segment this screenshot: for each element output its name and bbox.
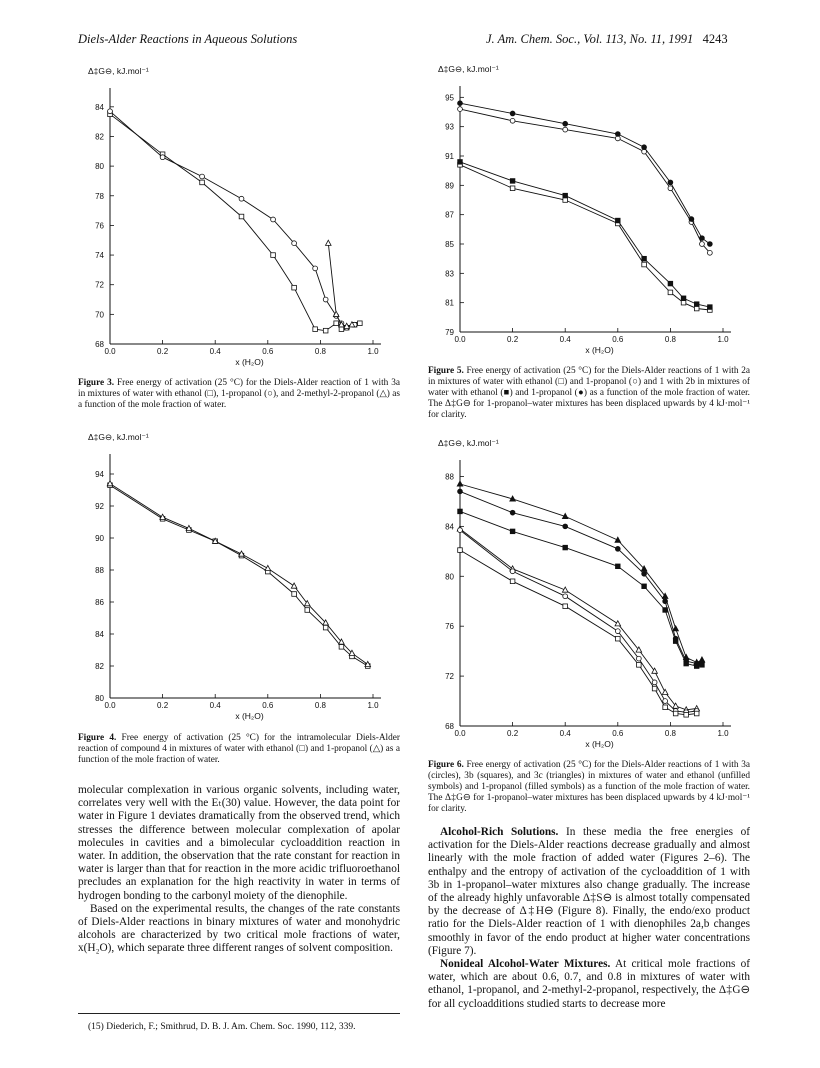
x-tick-label: 0.0 bbox=[104, 701, 116, 710]
data-point-square bbox=[510, 579, 515, 584]
data-point-square bbox=[668, 290, 673, 295]
data-point-circle bbox=[652, 680, 657, 685]
x-tick-label: 0.8 bbox=[314, 701, 326, 710]
data-point-square bbox=[563, 545, 568, 550]
x-tick-label: 0.8 bbox=[314, 347, 326, 356]
paragraph: molecular complexation in various organic solvents, including water, correlates very well with the Eₜ(30) value. However, the data point for water in Figure 1 deviates dramatically from the observed trend, which stresses the difference between molecular complexation of apolar molecules in cavities and a bimolecular cycloaddition reaction in water. In addition, the observation that the rate constant for reaction in water is larger than that for reaction in the more acidic trifluoroethanol precludes an explanation for the high reactivity in water in terms of hydrogen bonding to the carbonyl moiety of the dienophile. bbox=[78, 784, 400, 902]
data-point-square bbox=[292, 592, 297, 597]
x-tick-label: 0.2 bbox=[507, 729, 519, 738]
y-tick-label: 88 bbox=[445, 472, 454, 482]
y-tick-label: 68 bbox=[95, 340, 104, 349]
data-point-square bbox=[323, 625, 328, 630]
data-point-triangle bbox=[291, 583, 297, 588]
x-tick-label: 1.0 bbox=[717, 729, 729, 738]
data-point-circle bbox=[636, 656, 641, 661]
data-point-square bbox=[339, 327, 344, 332]
data-point-circle bbox=[458, 101, 463, 106]
figure-3 bbox=[78, 62, 398, 367]
data-point-circle bbox=[707, 242, 712, 247]
x-tick-label: 0.6 bbox=[262, 347, 274, 356]
data-point-circle bbox=[663, 699, 668, 704]
x-tick-label: 0.2 bbox=[507, 335, 519, 344]
data-point-square bbox=[663, 705, 668, 710]
data-point-square bbox=[510, 529, 515, 534]
y-tick-label: 82 bbox=[95, 662, 104, 671]
data-point-square bbox=[200, 180, 205, 185]
figure-5-caption bbox=[428, 366, 750, 421]
y-tick-label: 83 bbox=[445, 269, 454, 279]
x-tick-label: 1.0 bbox=[367, 701, 379, 710]
series-line bbox=[460, 511, 702, 666]
y-tick-label: 91 bbox=[445, 152, 454, 161]
x-tick-label: 1.0 bbox=[367, 347, 379, 356]
y-tick-label: 84 bbox=[445, 522, 454, 532]
y-tick-label: 76 bbox=[445, 622, 454, 632]
figure-5-chart bbox=[428, 62, 748, 362]
data-point-square bbox=[313, 327, 318, 332]
data-point-square bbox=[642, 584, 647, 589]
data-point-circle bbox=[458, 489, 463, 494]
data-point-circle bbox=[563, 594, 568, 599]
data-point-square bbox=[681, 296, 686, 301]
running-header-journal bbox=[486, 32, 728, 47]
data-point-circle bbox=[663, 599, 668, 604]
data-point-circle bbox=[700, 236, 705, 241]
data-point-circle bbox=[563, 524, 568, 529]
data-point-circle bbox=[615, 546, 620, 551]
data-point-circle bbox=[458, 528, 463, 533]
y-tick-label: 90 bbox=[95, 534, 104, 543]
figure-6-caption bbox=[428, 760, 750, 815]
data-point-triangle bbox=[325, 240, 331, 245]
data-point-circle bbox=[563, 121, 568, 126]
figure-5 bbox=[428, 62, 748, 362]
data-point-square bbox=[673, 711, 678, 716]
data-point-circle bbox=[510, 510, 515, 515]
x-tick-label: 0.2 bbox=[157, 347, 169, 356]
y-tick-label: 76 bbox=[95, 221, 104, 231]
series-line bbox=[460, 491, 702, 663]
figure-6 bbox=[428, 436, 748, 754]
data-point-square bbox=[323, 328, 328, 333]
y-tick-label: 80 bbox=[445, 572, 454, 582]
y-tick-label: 68 bbox=[445, 722, 454, 731]
data-point-triangle bbox=[662, 689, 668, 694]
data-point-square bbox=[616, 218, 621, 223]
data-point-square bbox=[673, 639, 678, 644]
data-point-square bbox=[694, 664, 699, 669]
figure-4-caption-text: Free energy of activation (25 °C) for the intramolecular Diels-Alder reaction of compound 4 in mixtures of water with ethanol (□) and 1-propanol (△) as a function of the mole fraction of water. bbox=[78, 733, 401, 765]
y-tick-label: 86 bbox=[95, 598, 104, 607]
data-point-circle bbox=[160, 155, 165, 160]
x-tick-label: 0.6 bbox=[262, 701, 274, 710]
x-tick-label: 0.0 bbox=[454, 729, 466, 738]
data-point-triangle bbox=[265, 565, 271, 570]
data-point-circle bbox=[292, 241, 297, 246]
x-tick-label: 0.4 bbox=[559, 335, 571, 344]
data-point-circle bbox=[707, 250, 712, 255]
series-line bbox=[328, 243, 352, 326]
data-point-circle bbox=[615, 629, 620, 634]
figure-3-caption-text: Free energy of activation (25 °C) for the Diels-Alder reaction of 1 with 3a in mixtures of water with ethanol (□), 1-propanol (○), and 2-methyl-2-propanol (△) as a function of the mole fraction of water. bbox=[78, 378, 401, 410]
data-point-square bbox=[708, 305, 713, 310]
x-tick-label: 0.0 bbox=[104, 347, 116, 356]
data-point-square bbox=[668, 281, 673, 286]
x-axis-label: x (H₂O) bbox=[585, 739, 614, 749]
data-point-circle bbox=[458, 107, 463, 112]
x-tick-label: 0.8 bbox=[664, 729, 676, 738]
y-tick-label: 84 bbox=[95, 630, 104, 639]
data-point-square bbox=[292, 285, 297, 290]
data-point-square bbox=[563, 193, 568, 198]
y-tick-label: 80 bbox=[95, 694, 104, 703]
figure-4-chart bbox=[78, 430, 398, 728]
series-line bbox=[460, 103, 710, 244]
data-point-triangle bbox=[615, 621, 621, 626]
data-point-circle bbox=[313, 266, 318, 271]
data-point-square bbox=[700, 663, 705, 668]
y-tick-label: 92 bbox=[95, 502, 104, 511]
paragraph bbox=[428, 826, 750, 958]
y-axis-label: Δ‡G⊖, kJ.mol⁻¹ bbox=[438, 64, 499, 74]
data-point-square bbox=[305, 608, 310, 613]
data-point-square bbox=[684, 712, 689, 717]
paragraph-body: At critical mole fractions of water, which are about 0.6, 0.7, and 0.8 in mixtures of water with ethanol, 1-propanol, and 2-methyl-2-propanol, respectively, the Δ‡G⊖ for all cycloadditions studied starts to decrease more bbox=[428, 958, 750, 1010]
data-point-circle bbox=[668, 180, 673, 185]
figure-4-caption bbox=[78, 733, 400, 766]
figure-3-caption-label: Figure 3. bbox=[78, 378, 115, 388]
footnote: (15) Diederich, F.; Smithrud, D. B. J. Am. Chem. Soc. 1990, 112, 339. bbox=[88, 1022, 356, 1032]
data-point-square bbox=[271, 253, 276, 258]
y-tick-label: 72 bbox=[445, 672, 454, 682]
data-point-square bbox=[334, 321, 339, 326]
data-point-square bbox=[642, 256, 647, 261]
data-point-circle bbox=[510, 111, 515, 116]
paragraph bbox=[428, 958, 750, 1011]
x-tick-label: 0.6 bbox=[612, 729, 624, 738]
x-tick-label: 0.4 bbox=[559, 729, 571, 738]
series-line bbox=[460, 550, 697, 715]
y-tick-label: 85 bbox=[445, 240, 454, 249]
data-point-circle bbox=[510, 118, 515, 123]
data-point-square bbox=[681, 300, 686, 305]
y-tick-label: 72 bbox=[95, 280, 104, 290]
data-point-square bbox=[684, 661, 689, 666]
figure-4-caption-label: Figure 4. bbox=[78, 733, 117, 743]
data-point-circle bbox=[271, 217, 276, 222]
footnote-rule bbox=[78, 1013, 400, 1014]
y-tick-label: 87 bbox=[445, 210, 454, 220]
data-point-square bbox=[694, 302, 699, 307]
data-point-circle bbox=[510, 569, 515, 574]
series-line bbox=[460, 529, 697, 710]
data-point-circle bbox=[108, 109, 113, 114]
figure-5-caption-text: Free energy of activation (25 °C) for the Diels-Alder reactions of 1 with 2a in mixtures of water with ethanol (□) and 1-propanol (○) and 1 with 2b in mixtures of water with ethanol (■) and 1-propanol (●) as a function of the mole fraction of water. The Δ‡G⊖ for 1-propanol–water mixtures has been displaced upwards by 4 kJ·mol⁻¹ for clarity. bbox=[428, 366, 750, 420]
data-point-circle bbox=[668, 186, 673, 191]
journal-citation: J. Am. Chem. Soc., Vol. 113, No. 11, 1991 bbox=[486, 32, 694, 46]
y-tick-label: 80 bbox=[95, 162, 104, 172]
y-axis-label: Δ‡G⊖, kJ.mol⁻¹ bbox=[88, 432, 149, 442]
data-point-circle bbox=[700, 242, 705, 247]
figure-6-caption-text: Free energy of activation (25 °C) for the Diels-Alder reactions of 1 with 3a (circles), 3b (squares), and 3c (triangles) in mixtures of water and ethanol (unfilled symbols) and 1-propanol (filled symbols) as a function of the mole fraction of water. The Δ‡G⊖ for 1-propanol–water mixtures has been displaced upwards by 4 kJ·mol⁻¹ for clarity. bbox=[428, 760, 750, 814]
running-header-title: Diels-Alder Reactions in Aqueous Solutions bbox=[78, 32, 298, 46]
data-point-square bbox=[637, 663, 642, 668]
y-tick-label: 94 bbox=[95, 470, 104, 479]
body-text-right bbox=[428, 826, 750, 1011]
data-point-square bbox=[663, 608, 668, 613]
data-point-square bbox=[510, 186, 515, 191]
figure-4 bbox=[78, 430, 398, 728]
data-point-circle bbox=[200, 174, 205, 179]
y-tick-label: 84 bbox=[95, 102, 104, 112]
figure-3-caption bbox=[78, 378, 400, 411]
figure-6-caption-label: Figure 6. bbox=[428, 760, 464, 770]
y-tick-label: 74 bbox=[95, 251, 104, 261]
data-point-square bbox=[510, 179, 515, 184]
data-point-square bbox=[616, 636, 621, 641]
data-point-square bbox=[563, 198, 568, 203]
series-line bbox=[460, 484, 702, 662]
series-line bbox=[110, 114, 360, 331]
body-text-left bbox=[78, 784, 400, 956]
data-point-square bbox=[239, 214, 244, 219]
data-point-square bbox=[642, 262, 647, 267]
y-tick-label: 82 bbox=[95, 132, 104, 142]
data-point-square bbox=[458, 509, 463, 514]
y-tick-label: 78 bbox=[95, 191, 104, 201]
y-tick-label: 70 bbox=[95, 310, 104, 320]
data-point-square bbox=[694, 306, 699, 311]
y-axis-label: Δ‡G⊖, kJ.mol⁻¹ bbox=[438, 438, 499, 448]
data-point-circle bbox=[689, 217, 694, 222]
data-point-circle bbox=[323, 297, 328, 302]
data-point-square bbox=[563, 604, 568, 609]
series-line bbox=[110, 485, 368, 666]
data-point-square bbox=[358, 321, 363, 326]
y-tick-label: 81 bbox=[445, 298, 454, 308]
x-tick-label: 0.0 bbox=[454, 335, 466, 344]
data-point-circle bbox=[615, 132, 620, 137]
data-point-triangle bbox=[457, 481, 463, 486]
data-point-square bbox=[458, 548, 463, 553]
section-heading: Nonideal Alcohol-Water Mixtures. bbox=[440, 958, 611, 971]
x-axis-label: x (H₂O) bbox=[235, 711, 264, 721]
figure-5-caption-label: Figure 5. bbox=[428, 366, 464, 376]
data-point-circle bbox=[563, 127, 568, 132]
x-tick-label: 0.4 bbox=[209, 701, 221, 710]
data-point-square bbox=[694, 711, 699, 716]
y-tick-label: 88 bbox=[95, 566, 104, 575]
y-tick-label: 89 bbox=[445, 181, 454, 191]
section-heading: Alcohol-Rich Solutions. bbox=[440, 826, 559, 838]
data-point-square bbox=[616, 564, 621, 569]
x-tick-label: 0.8 bbox=[664, 335, 676, 344]
y-tick-label: 93 bbox=[445, 122, 454, 132]
x-tick-label: 0.6 bbox=[612, 335, 624, 344]
data-point-circle bbox=[642, 145, 647, 150]
data-point-square bbox=[652, 686, 657, 691]
x-tick-label: 0.2 bbox=[157, 701, 169, 710]
paragraph-body: In these media the free energies of activation for the Diels-Alder reactions decrease gradually and almost linearly with the mole fraction of added water (Figures 2–6). The enthalpy and the entropy of activation of the cycloaddition of 1 with 3b in 1-propanol–water mixtures also change gradually. The increase of the already highly unfavorable Δ‡S⊖ is almost totally compensated by the decrease of Δ‡H⊖ (Figure 8). Finally, the endo/exo product ratio for the Diels-Alder reaction of 1 with dienophiles 2a,b changes smoothly in favor of the endo product at higher water concentrations (Figure 7). bbox=[428, 826, 750, 957]
series-line bbox=[110, 111, 355, 327]
data-point-square bbox=[458, 160, 463, 165]
x-axis-label: x (H₂O) bbox=[585, 345, 614, 355]
y-tick-label: 95 bbox=[445, 93, 454, 103]
data-point-square bbox=[339, 645, 344, 650]
x-axis-label: x (H₂O) bbox=[235, 357, 264, 367]
x-tick-label: 1.0 bbox=[717, 335, 729, 344]
page-number: 4243 bbox=[702, 32, 728, 46]
figure-3-chart bbox=[78, 62, 398, 367]
paragraph: Based on the experimental results, the changes of the rate constants of Diels-Alder reactions in binary mixtures of water and monohydric alcohols are characterized by two critical mole fractions of water, x(H₂O), which separate three different ranges of solvent composition. bbox=[78, 902, 400, 955]
y-tick-label: 79 bbox=[445, 328, 454, 337]
figure-6-chart bbox=[428, 436, 748, 754]
series-line bbox=[110, 484, 368, 665]
y-axis-label: Δ‡G⊖, kJ.mol⁻¹ bbox=[88, 66, 149, 76]
data-point-circle bbox=[642, 571, 647, 576]
data-point-circle bbox=[239, 196, 244, 201]
x-tick-label: 0.4 bbox=[209, 347, 221, 356]
